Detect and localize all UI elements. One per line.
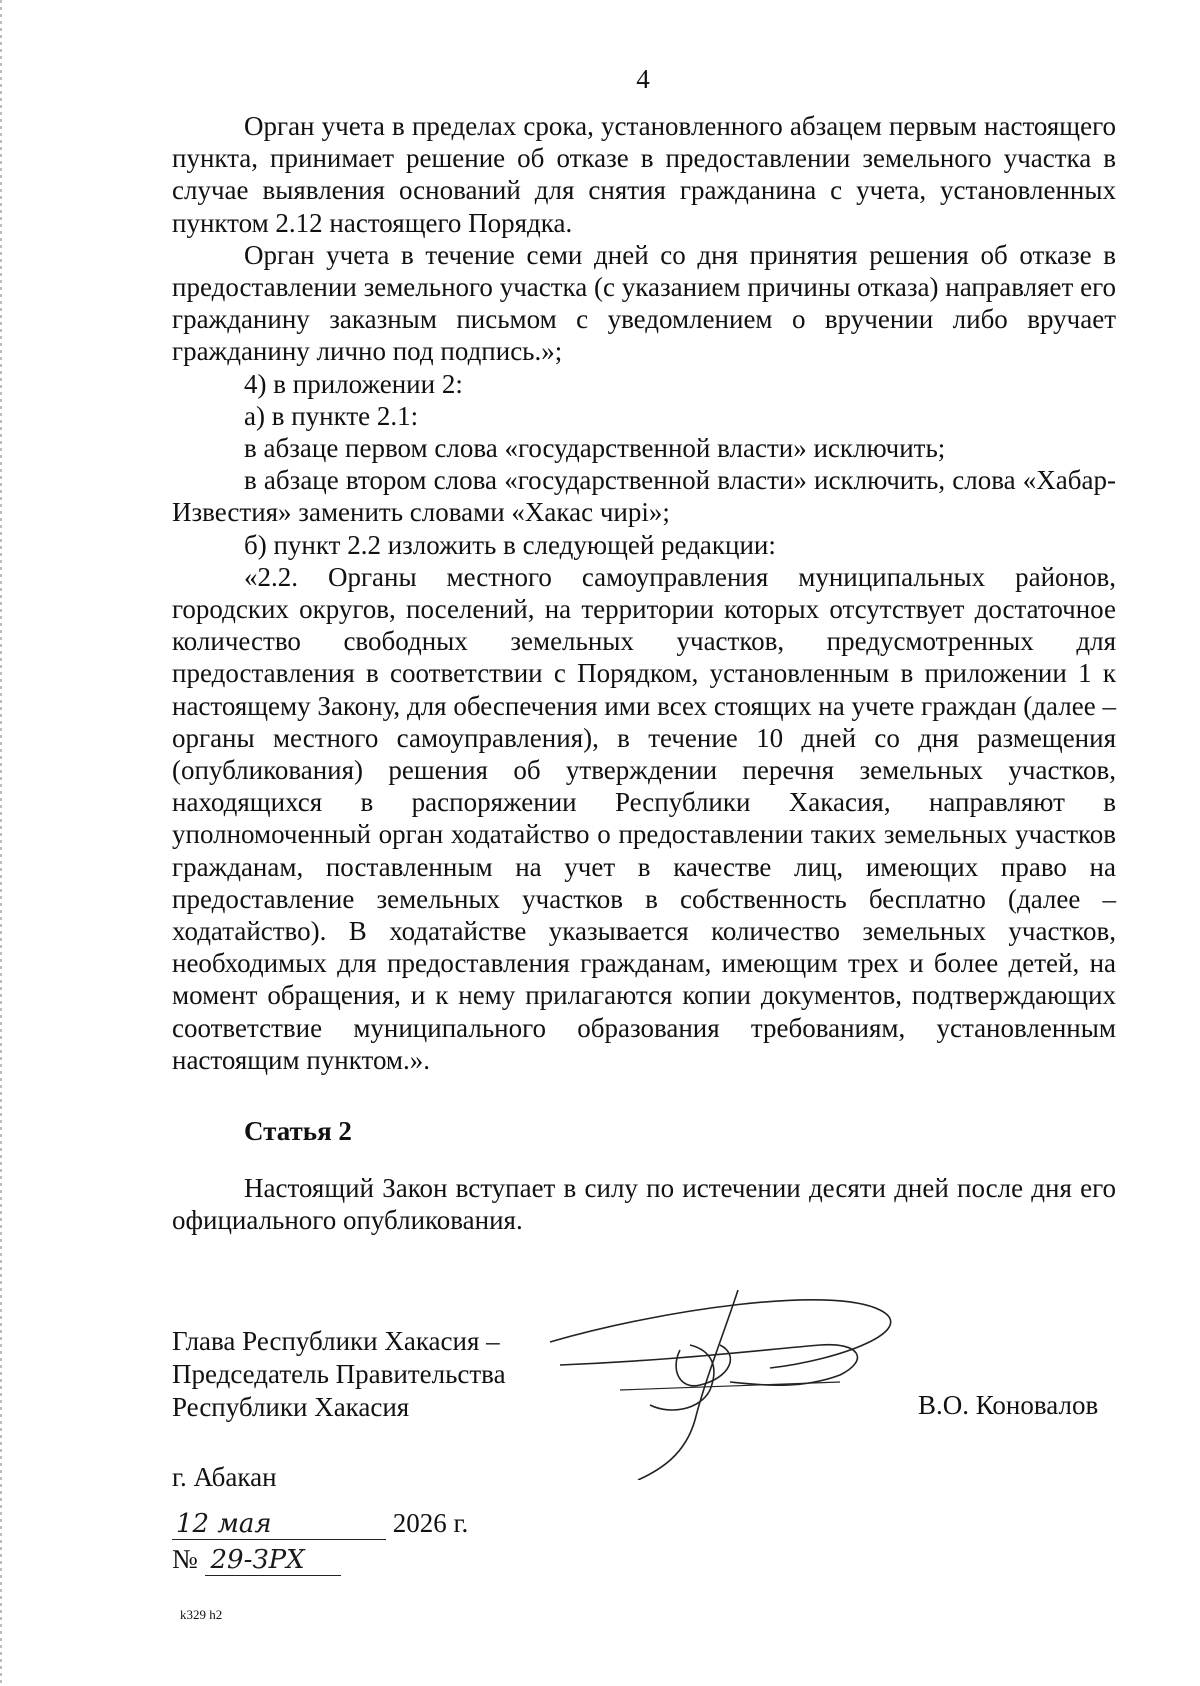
paragraph: «2.2. Органы местного самоуправления муниципальных районов, городских округов, поселений, на территории которых отсутствует достаточное количество свободных земельных участков, предусмотренных для предоставления в соответствии с Порядком, установленным в приложении 1 к настоящему Закону, для обеспечения ими всех стоящих на учете граждан (далее – органы местного самоуправления), в течение 10 дней со дня размещения (опубликования) решения об утверждении перечня земельных участков, находящихся в распоряжении Республики Хакасия, направляют в уполномоченный орган ходатайство о предоставлении таких земельных участков гражданам, поставленным на учет в качестве лиц, имеющих право на предоставление земельных участков в собственность бесплатно (далее – ходатайство). В ходатайстве указывается количество земельных участков, необходимых для предоставления гражданам, имеющим трех и более детей, на момент обращения, и к нему прилагаются копии документов, подтверждающих соответствие муниципального образования требованиям, установленным настоящим пунктом.». <box>172 561 1116 1075</box>
handwritten-number: 29-ЗРХ <box>205 1545 341 1576</box>
signer-title-line: Республики Хакасия <box>172 1392 410 1422</box>
body-text <box>172 110 1116 1076</box>
scan-edge-line <box>0 0 2 1686</box>
paragraph: в абзаце первом слова «государственной власти» исключить; <box>244 433 946 464</box>
document-number-line <box>172 1544 341 1576</box>
paragraph: Орган учета в течение семи дней со дня принятия решения об отказе в предоставлении земельного участка (с указанием причины отказа) направляет его гражданину заказным письмом с уведомлением о вручении либо вручает гражданину лично под подпись.»; <box>172 239 1116 367</box>
signer-name: В.О. Коновалов <box>918 1390 1099 1420</box>
paragraph: 4) в приложении 2: <box>244 368 463 399</box>
date-line <box>172 1508 468 1540</box>
article-body <box>172 1172 1116 1236</box>
handwritten-signature <box>540 1290 940 1480</box>
paragraph: в абзаце втором слова «государственной власти» исключить, слова «Хабар-Известия» заменить словами «Хакас чирі»; <box>172 465 1116 528</box>
article-heading: Статья 2 <box>244 1116 352 1146</box>
number-prefix: № <box>172 1544 198 1574</box>
signer-title <box>172 1325 506 1424</box>
handwritten-date: 12 мая <box>172 1509 386 1540</box>
place-of-signing: г. Абакан <box>172 1462 277 1492</box>
signer-title-line: Глава Республики Хакасия – <box>172 1326 500 1356</box>
paragraph: а) в пункте 2.1: <box>244 400 419 431</box>
article-paragraph: Настоящий Закон вступает в силу по истечении десяти дней после дня его официального опубликования. <box>172 1173 1116 1236</box>
signer-title-line: Председатель Правительства <box>172 1359 506 1389</box>
page-number: 4 <box>636 64 650 94</box>
paragraph: Орган учета в пределах срока, установленного абзацем первым настоящего пункта, принимает решение об отказе в предоставлении земельного участка в случае выявления оснований для снятия гражданина с учета, установленных пунктом 2.12 настоящего Порядка. <box>172 111 1116 238</box>
date-year: 2026 г. <box>392 1508 469 1538</box>
paragraph: б) пункт 2.2 изложить в следующей редакции: <box>244 529 776 560</box>
file-code: k329 h2 <box>180 1607 223 1622</box>
